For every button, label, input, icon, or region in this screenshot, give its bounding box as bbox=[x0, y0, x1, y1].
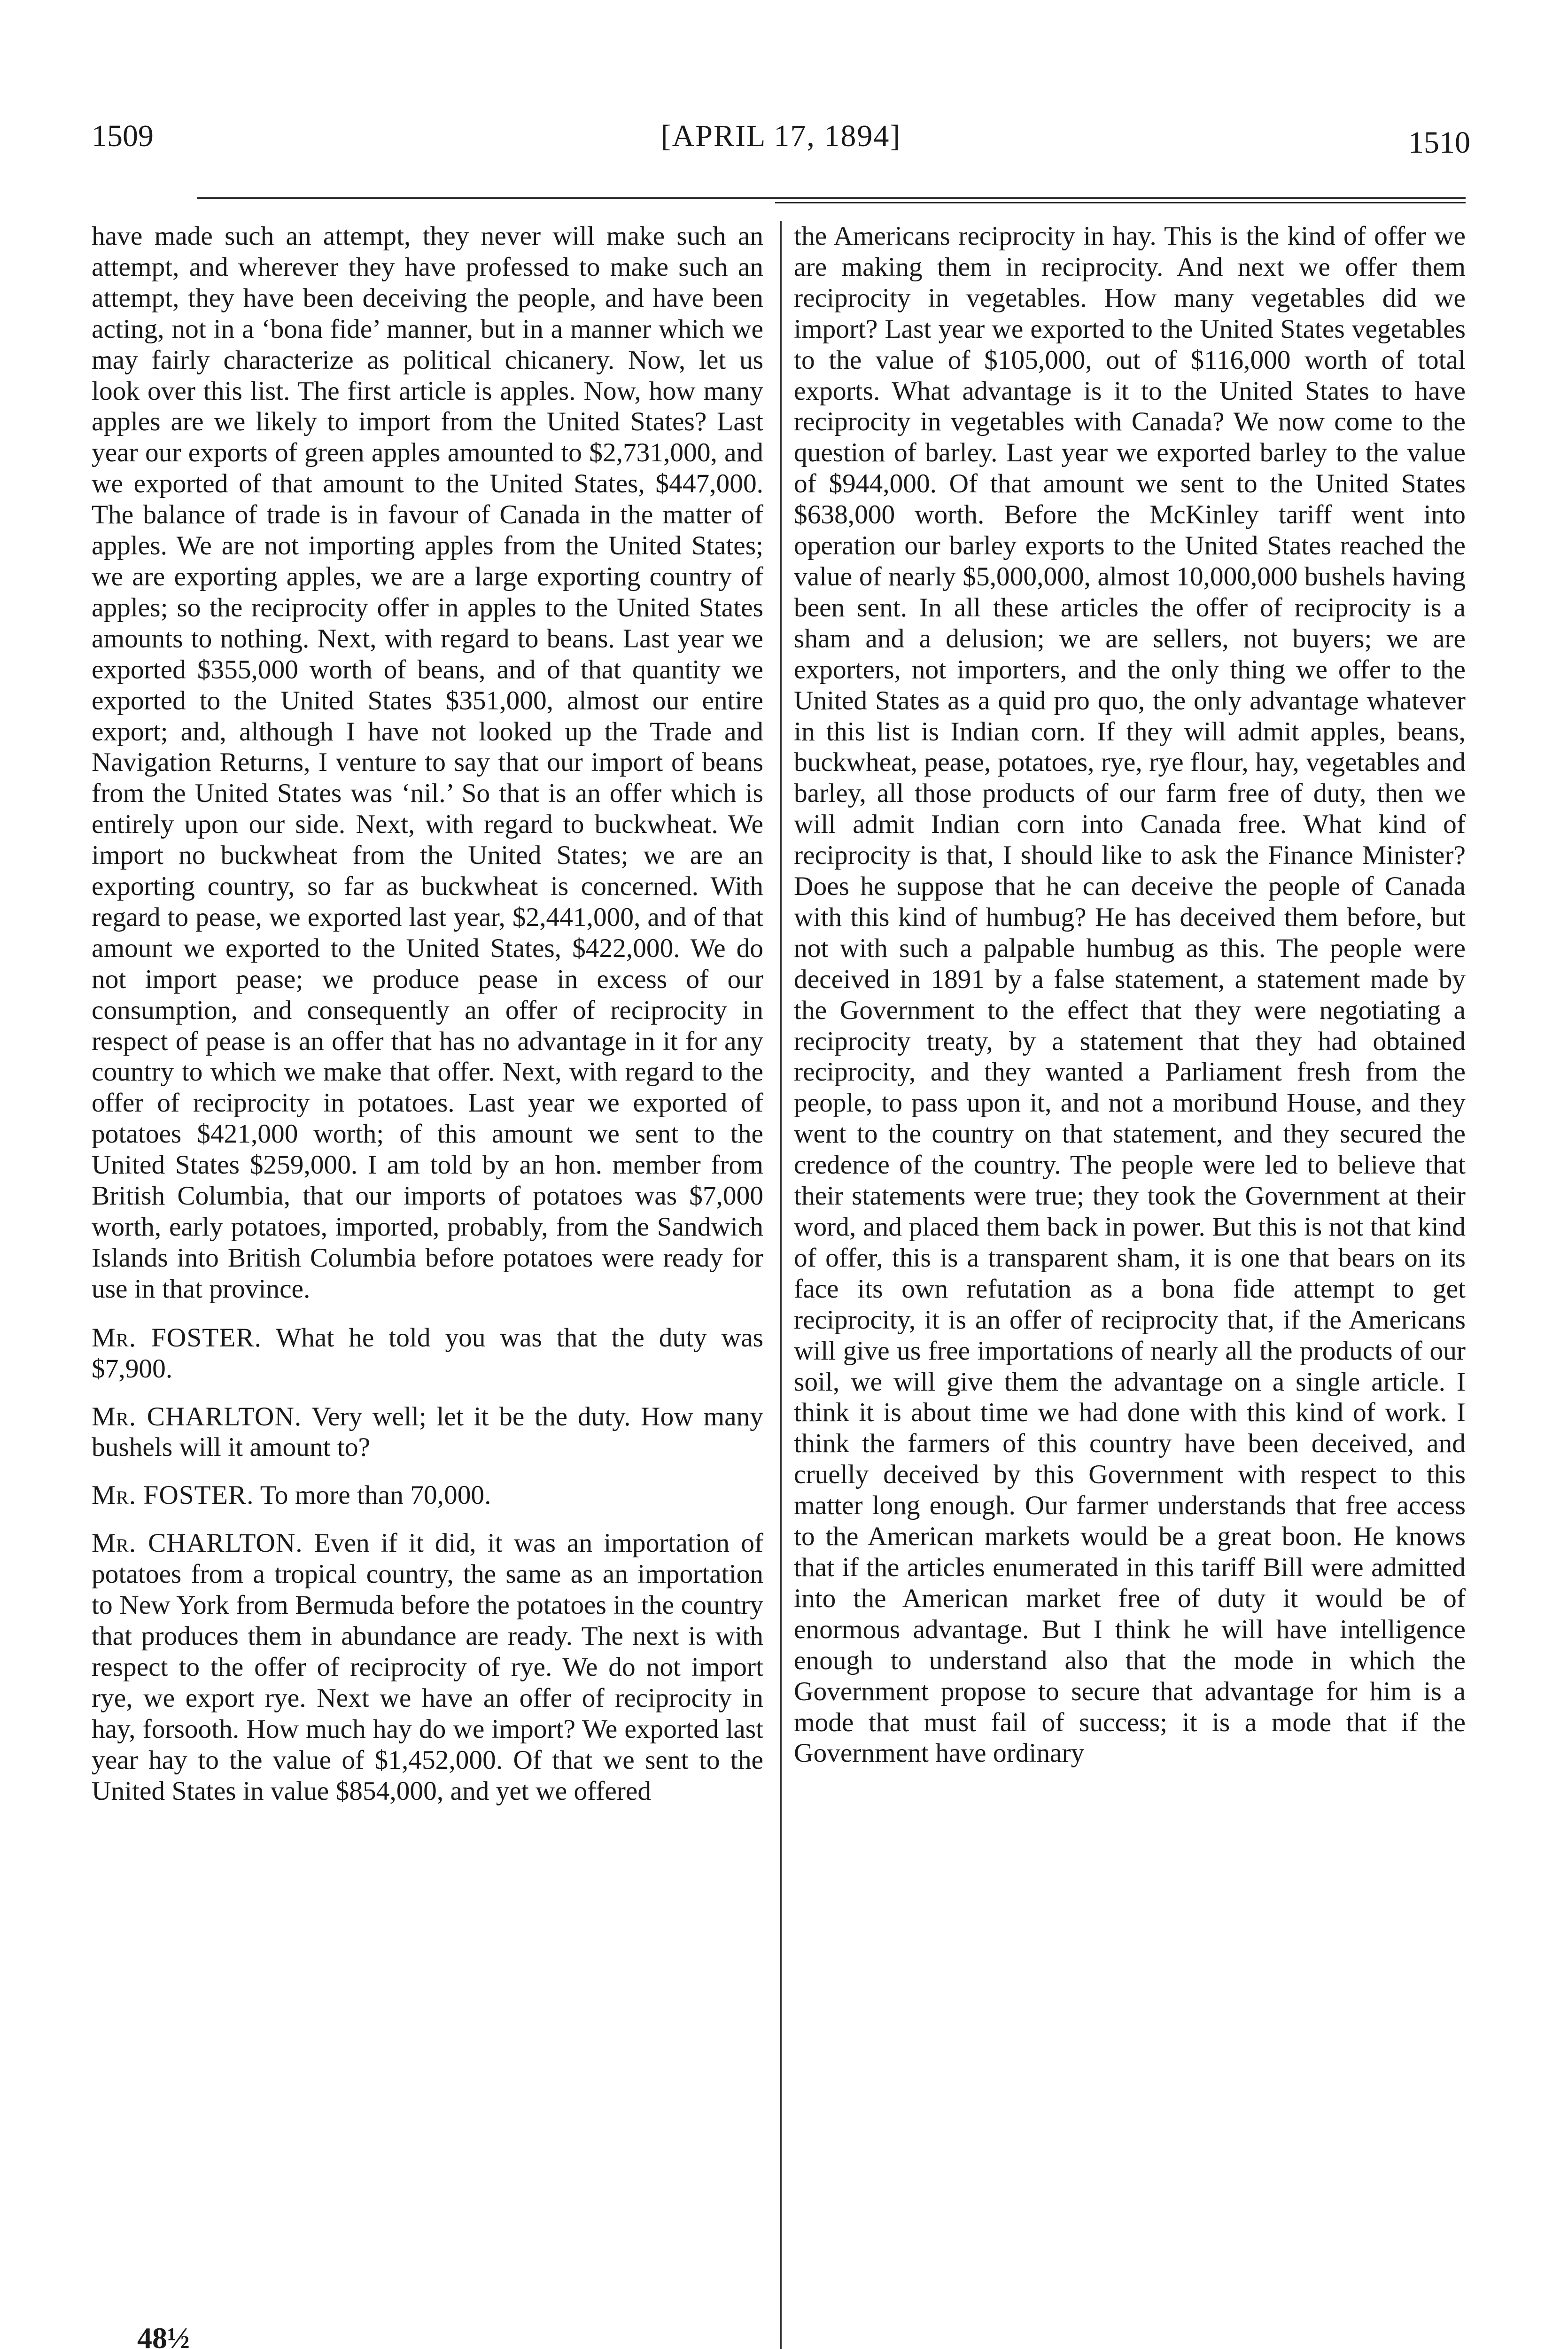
speech-text: What he told you was that the duty was $7,900. bbox=[92, 1322, 763, 1384]
left-column-paragraph: have made such an attempt, they never will make such an attempt, and wherever they have professed to make such an attempt, they have been deceiving the people, and have been acting, not in a ‘bona fide’ manner, but in a manner which we may fairly characterize as political chicanery. Now, let us look over this list. The first article is apples. Now, how many apples are we likely to import from the United States? Last year our exports of green apples amounted to $2,731,000, and we exported of that amount to the United States, $447,000. The balance of trade is in favour of Canada in the matter of apples. We are not importing apples from the United States; we are exporting apples, we are a large exporting country of apples; so the reciprocity offer in apples to the United States amounts to nothing. Next, with regard to beans. Last year we exported $355,000 worth of beans, and of that quantity we exported to the United States $351,000, almost our entire export; and, although I have not looked up the Trade and Navigation Returns, I venture to say that our import of beans from the United States was ‘nil.’ So that is an offer which is entirely upon our side. Next, with regard to buckwheat. We import no buckwheat from the United States; we are an exporting country, so far as buckwheat is concerned. With regard to pease, we exported last year, $2,441,000, and of that amount we exported to the United States, $422,000. We do not import pease; we produce pease in excess of our consumption, and consequently an offer of reciprocity in respect of pease is an offer that has no advantage in it for any country to which we make that offer. Next, with regard to the offer of reciprocity in potatoes. Last year we exported of potatoes $421,000 worth; of this amount we sent to the United States $259,000. I am told by an hon. member from British Columbia, that our imports of potatoes was $7,000 worth, early potatoes, imported, probably, from the Sandwich Islands into British Columbia before potatoes were ready for use in that province. bbox=[92, 221, 763, 1304]
right-page-number: 1510 bbox=[1408, 125, 1470, 160]
speaker-name: Mr. FOSTER. bbox=[92, 1480, 254, 1510]
speech-text: Very well; let it be the duty. How many bushels will it amount to? bbox=[92, 1401, 763, 1462]
speech-charlton-1 bbox=[92, 1401, 763, 1463]
speech-charlton-2 bbox=[92, 1528, 763, 1806]
page-header bbox=[92, 108, 1470, 164]
speaker-name: Mr. CHARLTON. bbox=[92, 1401, 302, 1431]
speaker-name: Mr. FOSTER. bbox=[92, 1322, 262, 1353]
speaker-name: Mr. CHARLTON. bbox=[92, 1528, 303, 1558]
left-column bbox=[92, 221, 763, 1823]
speech-text: Even if it did, it was an importation of potatoes from a tropical country, the same as an importation to New York from Bermuda before the potatoes in the country that produces them in abundance are ready. The next is with respect to the offer of reciprocity of rye. We do not import rye, we export rye. Next we have an offer of reciprocity in hay, forsooth. How much hay do we import? We exported last year hay to the value of $1,452,000. Of that we sent to the United States in value $854,000, and yet we offered bbox=[92, 1528, 763, 1806]
left-page-number: 1509 bbox=[92, 119, 154, 153]
speech-text: To more than 70,000. bbox=[260, 1480, 491, 1510]
header-rule bbox=[197, 197, 1466, 199]
column-divider bbox=[780, 221, 782, 2349]
right-column-paragraph: the Americans reciprocity in hay. This is the kind of offer we are making them in reciprocity. And next we offer them reciprocity in vegetables. How many vegetables did we import? Last year we exported to the United States vegetables to the value of $105,000, out of $116,000 worth of total exports. What advantage is it to the United States to have reciprocity in vegetables with Canada? We now come to the question of barley. Last year we exported barley to the value of $944,000. Of that amount we sent to the United States $638,000 worth. Before the McKinley tariff went into operation our barley exports to the United States reached the value of nearly $5,000,000, almost 10,000,000 bushels having been sent. In all these articles the offer of reciprocity is a sham and a delusion; we are sellers, not buyers; we are exporters, not importers, and the only thing we offer to the United States as a quid pro quo, the only advantage whatever in this list is Indian corn. If they will admit apples, beans, buckwheat, pease, potatoes, rye, rye flour, hay, vegetables and barley, all those products of our farm free of duty, then we will admit Indian corn into Canada free. What kind of reciprocity is that, I should like to ask the Finance Minister? Does he suppose that he can deceive the people of Canada with this kind of humbug? He has deceived them before, but not with such a palpable humbug as this. The people were deceived in 1891 by a false statement, a statement made by the Government to the effect that they were negotiating a reciprocity treaty, by a statement that they had obtained reciprocity, and they wanted a Parliament fresh from the people, to pass upon it, and not a moribund House, and they went to the country on that statement, and they secured the credence of the country. The people were led to believe that their statements were true; they took the Government at their word, and placed them back in power. But this is not that kind of offer, this is a transparent sham, it is one that bears on its face its own refutation as a bona fide attempt to get reciprocity, it is an offer of reciprocity that, if the Americans will give us free importations of nearly all the products of our soil, we will give them the advantage on a single article. I think it is about time we had done with this kind of work. I think the farmers of this country have been deceived, and cruelly deceived by this Government with respect to this matter long enough. Our farmer understands that free access to the American markets would be a great boon. He knows that if the articles enumerated in this tariff Bill were admitted into the American market free of duty it would be of enormous advantage. But I think he will have intelligence enough to understand also that the mode in which the Government propose to secure that advantage for him is a mode that must fail of success; it is a mode that if the Government have ordinary bbox=[794, 221, 1466, 1768]
signature-mark: 48½ bbox=[137, 2321, 190, 2349]
header-rule-secondary bbox=[775, 202, 1466, 203]
speech-foster-2 bbox=[92, 1480, 763, 1511]
speech-foster-1 bbox=[92, 1322, 763, 1385]
right-column bbox=[794, 221, 1466, 1769]
page-date: [APRIL 17, 1894] bbox=[660, 119, 901, 153]
